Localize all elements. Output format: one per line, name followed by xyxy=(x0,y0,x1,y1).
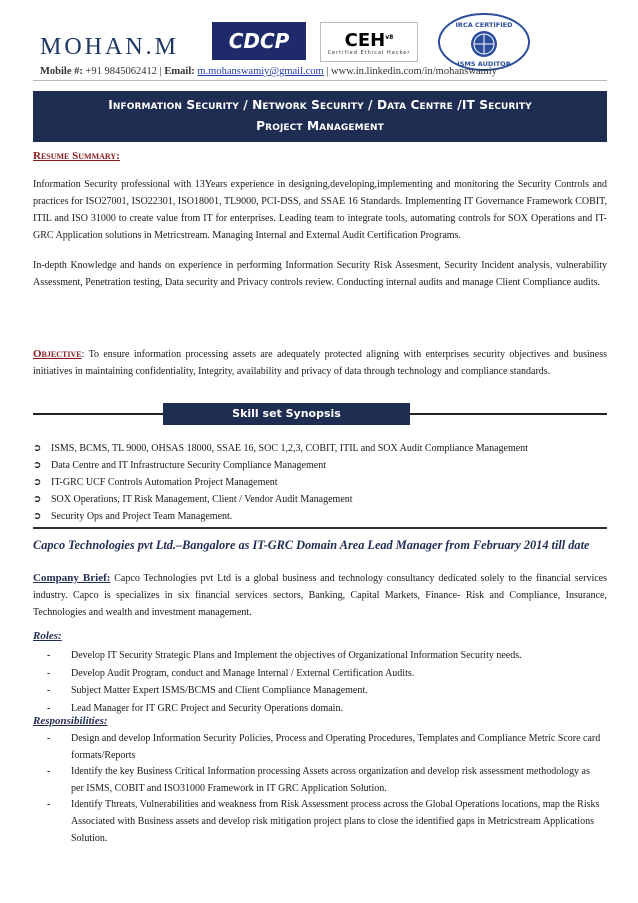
title-banner xyxy=(33,91,607,142)
summary-paragraph-1: Information Security professional with 13Years experience in designing,developing,implementing and monitoring the Security Controls and practices for ISO27001, ISO22301, ISO18001, TL9000, PCI-DSS, and SSAE 16 Standards. Implementing IT Governance Framework COBIT, ITIL and ISO 31000 to create value from IT for enterprises. Leading team to integrate tools, automating controls for SOX Operations and IT-GRC Application solutions in Metricstream. Managing Internal and External Audit Certification Programs. xyxy=(33,179,607,241)
skills-list xyxy=(33,440,607,525)
banner-line-1: Information Security / Network Security / Data Centre /IT Security xyxy=(108,98,532,112)
irca-top-text: IRCA CERTIFIED xyxy=(455,21,513,29)
arrow-right-circle-icon: ➲ xyxy=(33,494,42,505)
summary-paragraph-2: In-depth Knowledge and hands on experience in performing Information Security Risk Assesment, Security Incident analysis, vulnerability Assessment, Penetration testing, Data security and Privacy controls review. Conducting internal audits and manage Client Compliance audits. xyxy=(33,260,607,288)
roles-list xyxy=(33,647,607,717)
mobile-value: +91 9845062412 | xyxy=(82,66,165,77)
linkedin-url: | www.in.linkedin.com/in/mohanswamiy xyxy=(323,66,497,77)
roles-heading: Roles: xyxy=(33,630,62,642)
list-item: - Lead Manager for IT GRC Project and Security Operations domain. xyxy=(47,702,343,714)
list-item: ➲ Data Centre and IT Infrastructure Security Compliance Management xyxy=(33,457,607,474)
company-brief-label: Company Brief: xyxy=(33,572,111,584)
list-item: ➲ Security Ops and Project Team Management. xyxy=(33,508,607,525)
objective-text: : To ensure information processing assets are adequately protected aligning with enterprises security objectives and business initiatives in maintaining confidentiality, Integrity, availability and privacy of data through technology and compliance standards. xyxy=(33,349,607,377)
list-item: ➲ IT-GRC UCF Controls Automation Project Management xyxy=(33,474,607,491)
experience-divider xyxy=(33,527,607,529)
irca-isms-auditor-logo xyxy=(437,12,532,72)
company-brief xyxy=(33,570,607,621)
irca-bottom-text: ISMS AUDITOR xyxy=(457,60,511,68)
objective-heading: Objective xyxy=(33,348,82,360)
responsibilities-list xyxy=(33,731,607,847)
ceh-logo-text: $CEH^{v8}$ xyxy=(344,29,394,51)
company-brief-text: Capco Technologies pvt Ltd is a global business and technology consultancy dedicated solely to the financial services industry. Capco is specializes in six financial services sectors, Banking, Capital Markets, Finance- Risk and Compliance, Insurance, Technologies and wealth and investment management. xyxy=(33,573,607,618)
list-item: - Subject Matter Expert ISMS/BCMS and Client Compliance Management. xyxy=(47,685,368,696)
arrow-right-circle-icon: ➲ xyxy=(33,477,42,488)
list-item: - Develop Audit Program, conduct and Manage Internal / External Certification Audits. xyxy=(47,667,415,679)
job-title: Capco Technologies pvt Ltd.–Bangalore as IT-GRC Domain Area Lead Manager from February 2014 till date xyxy=(33,538,590,552)
candidate-name: MOHAN.M xyxy=(40,34,180,60)
list-item: - Develop IT Security Strategic Plans and Implement the objectives of Organizational Information Security needs. xyxy=(47,650,522,661)
list-item: - Identify Threats, Vulnerabilities and weakness from Risk Assessment process across the Global Operations locations, map the Risks Associated with Business assets and develop risk mitigation project plans to close the identified gaps in Metricstream Applications Solution. xyxy=(47,799,600,844)
responsibilities-heading: Responsibilities: xyxy=(33,715,108,727)
email-label: Email: xyxy=(164,66,195,77)
list-item: - Design and develop Information Security Policies, Process and Operating Procedures, Templates and Compliance Metric Score card formats/Reports xyxy=(47,733,601,761)
ceh-logo xyxy=(320,22,418,62)
cdcp-logo: CDCP xyxy=(212,22,306,60)
resume-summary-heading: Resume Summary: xyxy=(33,150,120,162)
arrow-right-circle-icon: ➲ xyxy=(33,460,42,471)
ceh-logo-caption: Certified Ethical Hacker xyxy=(327,49,411,56)
objective-section xyxy=(33,346,607,380)
banner-line-2: Project Management xyxy=(256,119,384,133)
list-item: - Identify the key Business Critical Information processing Assets across organization and develop risk assessment methodology as per ISMS, COBIT and ISO31000 Framework in IT GRC Application Solution. xyxy=(47,766,590,794)
mobile-label: Mobile #: xyxy=(40,66,83,77)
header-divider xyxy=(33,80,607,81)
list-item: ➲ ISMS, BCMS, TL 9000, OHSAS 18000, SSAE 16, SOC 1,2,3, COBIT, ITIL and SOX Audit Compliance Management xyxy=(33,440,607,457)
skills-heading: Skill set Synopsis xyxy=(163,403,410,425)
arrow-right-circle-icon: ➲ xyxy=(33,511,42,522)
arrow-right-circle-icon: ➲ xyxy=(33,443,42,454)
list-item: ➲ SOX Operations, IT Risk Management, Client / Vendor Audit Management xyxy=(33,491,607,508)
email-link[interactable]: m.mohanswamiy@gmail.com xyxy=(197,66,324,77)
contact-line xyxy=(40,66,497,77)
